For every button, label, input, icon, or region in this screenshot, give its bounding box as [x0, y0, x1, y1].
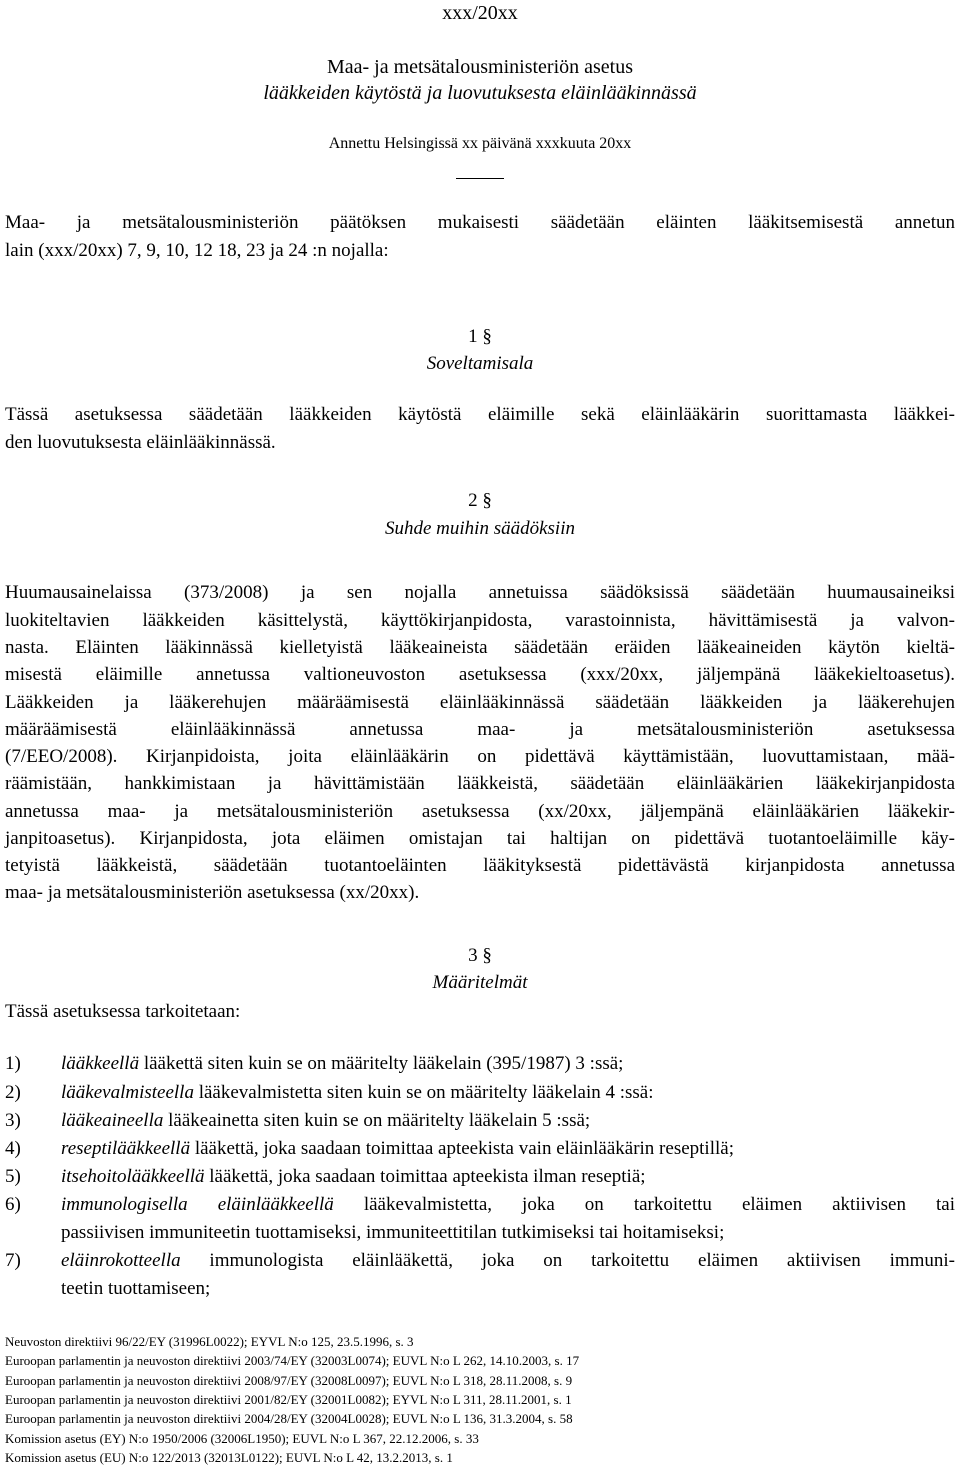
definition-item: [61, 1082, 955, 1104]
definition-number: 1): [5, 1053, 21, 1074]
divider-rule: [456, 178, 504, 179]
footnote: Komission asetus (EU) N:o 122/2013 (32013L0122); EUVL N:o L 42, 13.2.2013, s. 1: [5, 1450, 453, 1465]
definition-number: 7): [5, 1250, 21, 1271]
section-3-number: 3 §: [468, 945, 492, 966]
definition-term: lääkkeellä: [61, 1053, 140, 1074]
definition-text-continued: teetin tuottamiseen;: [61, 1278, 211, 1299]
section-2-text-line: luokiteltavien lääkkeiden käsittelystä, käyttökirjanpidosta, varastoinnista, hävittämisestä ja valvon-: [5, 610, 955, 631]
footnote: Euroopan parlamentin ja neuvoston direktiivi 2003/74/EY (32003L0074); EUVL N:o L 262, 14.10.2003, s. 17: [5, 1353, 580, 1368]
section-2-text-line: tetyistä lääkkeistä, säädetään tuotantoeläinten lääkityksestä pidettävästä kirjanpidosta annetussa: [5, 855, 955, 876]
footnote: Euroopan parlamentin ja neuvoston direktiivi 2004/28/EY (32004L0028); EUVL N:o L 136, 31.3.2004, s. 58: [5, 1411, 573, 1426]
footnote: Neuvoston direktiivi 96/22/EY (31996L0022); EYVL N:o 125, 23.5.1996, s. 3: [5, 1334, 414, 1349]
section-1-number: 1 §: [468, 326, 492, 347]
definition-number: 6): [5, 1194, 21, 1215]
definition-term: immunologisella eläinlääkkeellä: [61, 1194, 334, 1215]
definition-number: 3): [5, 1110, 21, 1131]
definition-term: reseptilääkkeellä: [61, 1138, 191, 1159]
section-2-text-line: nasta. Eläinten lääkinnässä kielletyistä lääkeaineista säädetään eräiden lääkeaineiden käytön kieltä-: [5, 637, 955, 658]
definition-item: [61, 1110, 955, 1132]
definition-item: [61, 1194, 955, 1216]
definition-text: lääkevalmistetta siten kuin se on määritelty lääkelain 4 :ssä:: [198, 1082, 654, 1103]
section-2-number: 2 §: [468, 490, 492, 511]
definition-item: [61, 1250, 955, 1272]
definition-text: immunologista eläinlääkettä, joka on tarkoitettu eläimen aktiivisen immuni-: [209, 1250, 956, 1271]
title-line-2: lääkkeiden käytöstä ja luovutuksesta eläinlääkinnässä: [263, 82, 697, 104]
section-2-text-line: annetussa maa- ja metsätalousministeriön asetuksessa (xx/20xx, jäljempänä eläinlääkärien lääkekir-: [5, 801, 955, 822]
definition-number: 4): [5, 1138, 21, 1159]
section-3-intro: Tässä asetuksessa tarkoitetaan:: [5, 1001, 241, 1022]
definition-text: lääkettä, joka saadaan toimittaa apteekista vain eläinlääkärin reseptillä;: [194, 1138, 734, 1159]
definition-text: lääkevalmistetta, joka on tarkoitettu eläimen aktiivisen tai: [363, 1194, 956, 1215]
definition-term: lääkeaineella: [61, 1110, 164, 1131]
section-1-text-line: Tässä asetuksessa säädetään lääkkeiden käytöstä eläimille sekä eläinlääkärin suorittamasta lääkkei-: [5, 404, 955, 425]
section-3-heading: Määritelmät: [432, 972, 528, 993]
definition-item: [61, 1138, 955, 1160]
preamble-line-1: Maa- ja metsätalousministeriön päätöksen mukaisesti säädetään eläinten lääkitsemisestä annetun: [5, 212, 955, 233]
definition-term: lääkevalmisteella: [61, 1082, 194, 1103]
definition-text-continued: passiivisen immuniteetin tuottamiseksi, immuniteettitilan tutkimiseksi tai hoitamiseksi;: [61, 1222, 725, 1243]
section-2-heading: Suhde muihin säädöksiin: [385, 518, 575, 539]
given-date: Annettu Helsingissä xx päivänä xxxkuuta 20xx: [328, 135, 632, 152]
footnote: Euroopan parlamentin ja neuvoston direktiivi 2008/97/EY (32008L0097); EUVL N:o L 318, 28.11.2008, s. 9: [5, 1373, 573, 1388]
preamble-line-2: lain (xxx/20xx) 7, 9, 10, 12 18, 23 ja 24 :n nojalla:: [5, 240, 389, 261]
section-2-text-line: misestä eläimille annetussa valtioneuvoston asetuksessa (xxx/20xx, jäljempänä lääkekieltoasetus).: [5, 664, 955, 685]
section-2-text-line: Huumausainelaissa (373/2008) ja sen nojalla annetuissa säädöksissä säädetään huumausaineiksi: [5, 582, 955, 603]
section-2-text-line: määräämisestä eläinlääkinnässä annetussa maa- ja metsätalousministeriön asetuksessa: [5, 719, 955, 740]
definition-item: [61, 1166, 955, 1188]
footnote: Komission asetus (EY) N:o 1950/2006 (32006L1950); EUVL N:o L 367, 22.12.2006, s. 33: [5, 1431, 479, 1446]
definition-item: [61, 1053, 955, 1075]
section-2-text-line: räämistään, hankkimistaan ja hävittämistään lääkkeistä, säädetään eläinlääkärien lääkekirjanpidosta: [5, 773, 955, 794]
section-2-text-line: janpitoasetus). Kirjanpidosta, jota eläimen omistajan tai haltijan on pidettävä tuotantoeläimille käy-: [5, 828, 955, 849]
section-1-text-line: den luovutuksesta eläinlääkinnässä.: [5, 432, 276, 453]
doc-number: xxx/20xx: [442, 2, 518, 24]
definition-number: 2): [5, 1082, 21, 1103]
section-1-heading: Soveltamisala: [426, 353, 534, 374]
definition-term: eläinrokotteella: [61, 1250, 181, 1271]
definition-term: itsehoitolääkkeellä: [61, 1166, 205, 1187]
definition-text: lääkettä siten kuin se on määritelty lääkelain (395/1987) 3 :ssä;: [143, 1053, 624, 1074]
footnote: Euroopan parlamentin ja neuvoston direktiivi 2001/82/EY (32001L0082); EYVL N:o L 311, 28.11.2001, s. 1: [5, 1392, 572, 1407]
definition-number: 5): [5, 1166, 21, 1187]
definition-text: lääkettä, joka saadaan toimittaa apteekista ilman reseptiä;: [209, 1166, 646, 1187]
title-line-1: Maa- ja metsätalousministeriön asetus: [326, 56, 634, 78]
definition-text: lääkeainetta siten kuin se on määritelty lääkelain 5 :ssä;: [168, 1110, 591, 1131]
section-2-text-line: (7/EEO/2008). Kirjanpidoista, joita eläinlääkärin on pidettävä käyttämistään, luovuttamistaan, mää-: [5, 746, 955, 767]
section-2-text-line: Lääkkeiden ja lääkerehujen määräämisestä eläinlääkinnässä säädetään lääkkeiden ja lääkerehujen: [5, 692, 955, 713]
section-2-text-line: maa- ja metsätalousministeriön asetuksessa (xx/20xx).: [5, 882, 420, 903]
